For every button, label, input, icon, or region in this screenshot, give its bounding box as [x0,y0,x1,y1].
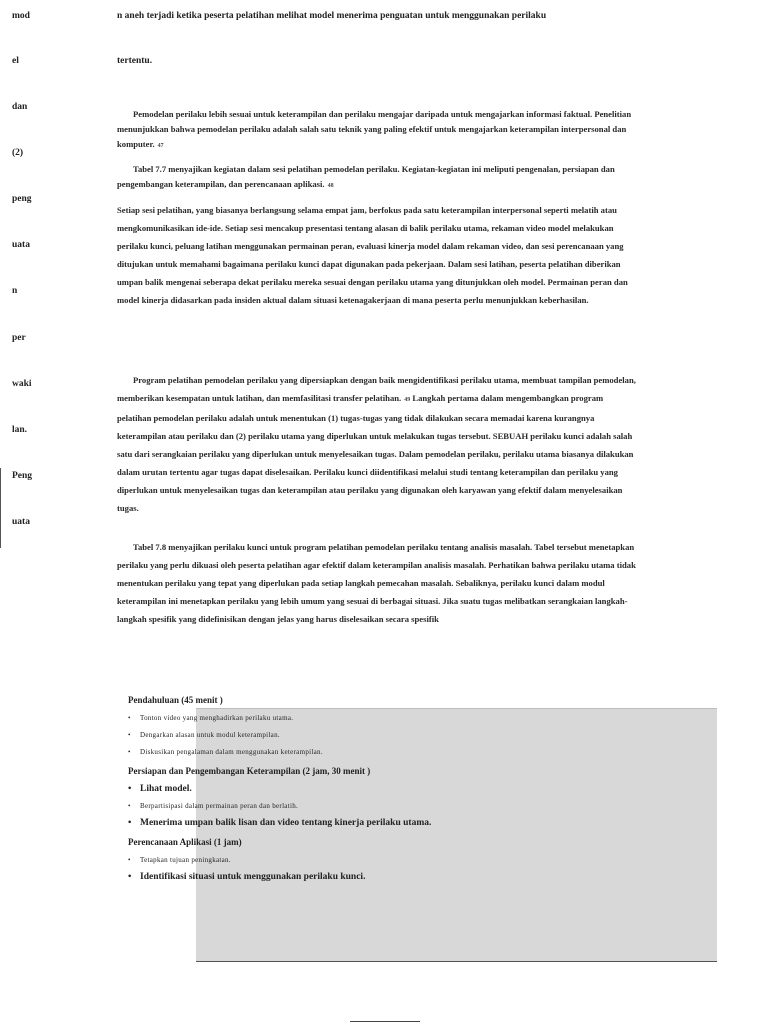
paragraph-3 [117,201,637,309]
margin-word: lan. [12,425,28,435]
paragraph-5 [117,538,637,628]
margin-word: uata [12,240,30,250]
paragraph-2 [117,162,637,194]
list-item: • Identifikasi situasi untuk menggunakan perilaku kunci. [128,869,708,886]
header-line-1: n aneh terjadi ketika peserta pelatihan melihat model menerima penguatan untuk menggunakan perilaku [117,11,547,21]
skill-preparation-list [128,781,708,832]
margin-word: waki [12,379,32,389]
section-heading-application-planning: Perencanaan Aplikasi (1 jam) [128,837,242,847]
list-item: • Dengarkan alasan untuk modul keterampilan. [128,727,708,744]
section-heading-skill-preparation: Persiapan dan Pengembangan Keterampilan (2 jam, 30 menit ) [128,766,371,776]
margin-word: Peng [12,471,33,481]
footer-rule [350,1021,420,1022]
margin-word: uata [12,517,30,527]
list-item: • Menerima umpan balik lisan dan video tentang kinerja perilaku utama. [128,815,708,832]
list-item: • Berpartisipasi dalam permainan peran dan berlatih. [128,798,708,815]
citation-marker: 48 [327,183,334,189]
application-planning-list [128,852,708,886]
citation-marker: 47 [157,143,164,149]
list-item: • Tonton video yang menghadirkan perilaku utama. [128,710,708,727]
paragraph-2-text: Tabel 7.7 menyajikan kegiatan dalam sesi pelatihan pemodelan perilaku. Kegiatan-kegiatan ini meliputi pengenalan, persiapan dan pengembangan keterampilan, dan perencanaan aplikasi. [117,164,615,189]
list-item: • Lihat model. [128,781,708,798]
list-item: • Tetapkan tujuan peningkatan. [128,852,708,869]
paragraph-1 [117,107,637,154]
margin-word: peng [12,194,32,204]
citation-marker: 49 [404,397,411,403]
margin-word: dan [12,102,28,112]
section-heading-introduction: Pendahuluan (45 menit ) [128,695,223,705]
paragraph-4-text-b: Langkah pertama dalam mengembangkan program pelatihan pemodelan perilaku adalah untuk menentukan (1) tugas-tugas yang tidak dilakukan secara memadai karena kurangnya keterampilan atau perilaku dan (2) perilaku utama yang diperlukan untuk melakukan tugas tersebut. SEBUAH perilaku kunci adalah salah satu dari serangkaian perilaku yang diperlukan untuk menyelesaikan tugas. Dalam pemodelan perilaku, perilaku utama biasanya dilakukan dalam urutan tertentu agar tugas dapat diselesaikan. Perilaku kunci diidentifikasi melalui studi tentang keterampilan dan perilaku yang diperlukan untuk menyelesaikan tugas dan keterampilan atau perilaku yang digunakan oleh karyawan yang efektif dalam menyelesaikan tugas. [117,393,634,513]
introduction-list [128,710,708,761]
paragraph-4-text-a: Program pelatihan pemodelan perilaku yang dipersiapkan dengan baik mengidentifikasi perilaku utama, membuat tampilan pemodelan, memberikan kesempatan untuk latihan, dan memfasilitasi transfer pelatihan. [117,375,636,403]
margin-divider [0,468,1,548]
margin-word: per [12,333,26,343]
margin-word: mod [12,11,30,21]
margin-word: (2) [12,148,24,158]
activity-table [128,690,708,886]
paragraph-5-text: Tabel 7.8 menyajikan perilaku kunci untuk program pelatihan pemodelan perilaku tentang analisis masalah. Tabel tersebut menetapkan perilaku yang perlu dikuasi oleh peserta pelatihan agar efektif dalam keterampilan analisis masalah. Perhatikan bahwa perilaku utama tidak menentukan perilaku yang tepat yang diperlukan pada setiap langkah pemecahan masalah. Sebaliknya, perilaku kunci dalam modul keterampilan ini menetapkan perilaku yang lebih umum yang sesuai di berbagai situasi. Jika suatu tugas melibatkan serangkaian langkah-langkah spesifik yang didefinisikan dengan jelas yang harus diselesaikan secara spesifik [117,542,636,624]
margin-word: n [12,286,18,296]
paragraph-4 [117,371,637,517]
paragraph-1-text: Pemodelan perilaku lebih sesuai untuk keterampilan dan perilaku mengajar daripada untuk mengajarkan informasi faktual. Penelitian menunjukkan bahwa pemodelan perilaku adalah salah satu teknik yang paling efektif untuk mengajarkan keterampilan interpersonal dan komputer. [117,109,632,149]
header-line-2: tertentu. [117,56,153,66]
list-item: • Diskusikan pengalaman dalam menggunakan keterampilan. [128,744,708,761]
margin-word: el [12,56,19,66]
paragraph-3-text: Setiap sesi pelatihan, yang biasanya berlangsung selama empat jam, berfokus pada satu keterampilan interpersonal seperti melatih atau mengkomunikasikan ide-ide. Setiap sesi mencakup presentasi tentang alasan di balik perilaku utama, rekaman video model melakukan perilaku kunci, peluang latihan menggunakan permainan peran, evaluasi kinerja model dalam rekaman video, dan sesi perencanaan yang ditujukan untuk memahami bagaimana perilaku kunci dapat digunakan pada pekerjaan. Dalam sesi latihan, peserta pelatihan diberikan umpan balik mengenai seberapa dekat perilaku mereka sesuai dengan perilaku utama yang ditunjukkan oleh model. Permainan peran dan model kinerja didasarkan pada insiden aktual dalam situasi ketenagakerjaan di mana peserta perlu menunjukkan keberhasilan. [117,205,628,305]
